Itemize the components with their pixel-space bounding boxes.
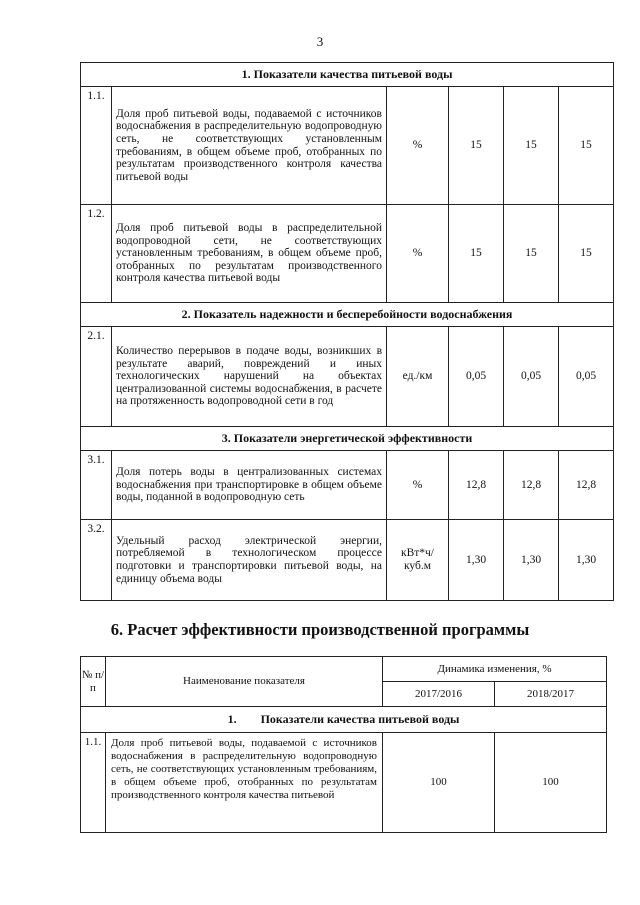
value-cell: 15	[449, 87, 504, 205]
section-title: Показатели качества питьевой воды	[260, 712, 460, 726]
row-number: 3.1.	[81, 451, 112, 520]
efficiency-table	[80, 656, 607, 833]
indicators-table	[80, 62, 614, 601]
indicator-name: Доля проб питьевой воды, подаваемой с источников водоснабжения в распределительную водопроводную сеть, не соответствующих установленным требованиям, в общем объеме проб, отобранных по результатам производственного контроля качества питьевой воды	[112, 87, 387, 205]
row-number: 1.2.	[81, 205, 112, 303]
unit-cell: %	[387, 451, 449, 520]
row-number: 3.2.	[81, 520, 112, 601]
column-header-year: 2017/2016	[383, 682, 495, 707]
value-cell: 12,8	[449, 451, 504, 520]
column-header-year: 2018/2017	[495, 682, 607, 707]
value-cell: 15	[559, 205, 614, 303]
indicator-name: Доля проб питьевой воды в распределительной водопроводной сети, не соответствующих установленным требованиям, в общем объеме проб, отобранных по результатам производственного контроля качества питьевой воды	[112, 205, 387, 303]
table-row	[81, 327, 614, 427]
value-cell: 15	[504, 205, 559, 303]
value-cell: 15	[504, 87, 559, 205]
column-header-number: № п/п	[81, 657, 106, 707]
row-number: 1.1.	[81, 733, 106, 833]
section-number: 1.	[227, 712, 237, 726]
value-cell: 0,05	[449, 327, 504, 427]
unit-cell: ед./км	[387, 327, 449, 427]
column-header-name: Наименование показателя	[106, 657, 383, 707]
value-cell: 100	[383, 733, 495, 833]
value-cell: 1,30	[449, 520, 504, 601]
table-row	[81, 451, 614, 520]
value-cell: 0,05	[504, 327, 559, 427]
section-title: 1. Показатели качества питьевой воды	[81, 63, 614, 87]
section-header-row	[81, 707, 607, 733]
value-cell: 12,8	[559, 451, 614, 520]
unit-cell: кВт*ч/ куб.м	[387, 520, 449, 601]
row-number: 1.1.	[81, 87, 112, 205]
value-cell: 12,8	[504, 451, 559, 520]
indicator-name: Доля потерь воды в централизованных системах водоснабжения при транспортировке в общем объеме воды, поданной в водопроводную сеть	[112, 451, 387, 520]
section-heading: 6. Расчет эффективности производственной программы	[110, 620, 530, 639]
value-cell: 1,30	[559, 520, 614, 601]
table-row	[81, 733, 607, 833]
table-row	[81, 87, 614, 205]
section-header-row	[81, 63, 614, 87]
value-cell: 15	[449, 205, 504, 303]
value-cell: 0,05	[559, 327, 614, 427]
section-header-row	[81, 303, 614, 327]
indicator-name: Количество перерывов в подаче воды, возникших в результате аварий, повреждений и иных технологических нарушений на объектах централизованной системы водоснабжения, в расчете на протяженность водопроводной сети в год	[112, 327, 387, 427]
row-number: 2.1.	[81, 327, 112, 427]
section-title: 3. Показатели энергетической эффективности	[81, 427, 614, 451]
unit-cell: %	[387, 87, 449, 205]
table-row	[81, 205, 614, 303]
indicator-name: Удельный расход электрической энергии, потребляемой в технологическом процессе подготовки и транспортировки питьевой воды, на единицу объема воды	[112, 520, 387, 601]
page-number: 3	[316, 34, 324, 49]
value-cell: 15	[559, 87, 614, 205]
header-row	[81, 657, 607, 682]
indicator-name: Доля проб питьевой воды, подаваемой с источников водоснабжения в распределительную водопроводную сеть, не соответствующих установленным требованиям, в общем объеме проб, отобранных по результатам производственного контроля качества питьевой	[106, 733, 383, 833]
section-header-row	[81, 427, 614, 451]
unit-cell: %	[387, 205, 449, 303]
value-cell: 100	[495, 733, 607, 833]
table-row	[81, 520, 614, 601]
column-header-dynamics: Динамика изменения, %	[383, 657, 607, 682]
section-title: 2. Показатель надежности и бесперебойности водоснабжения	[81, 303, 614, 327]
value-cell: 1,30	[504, 520, 559, 601]
